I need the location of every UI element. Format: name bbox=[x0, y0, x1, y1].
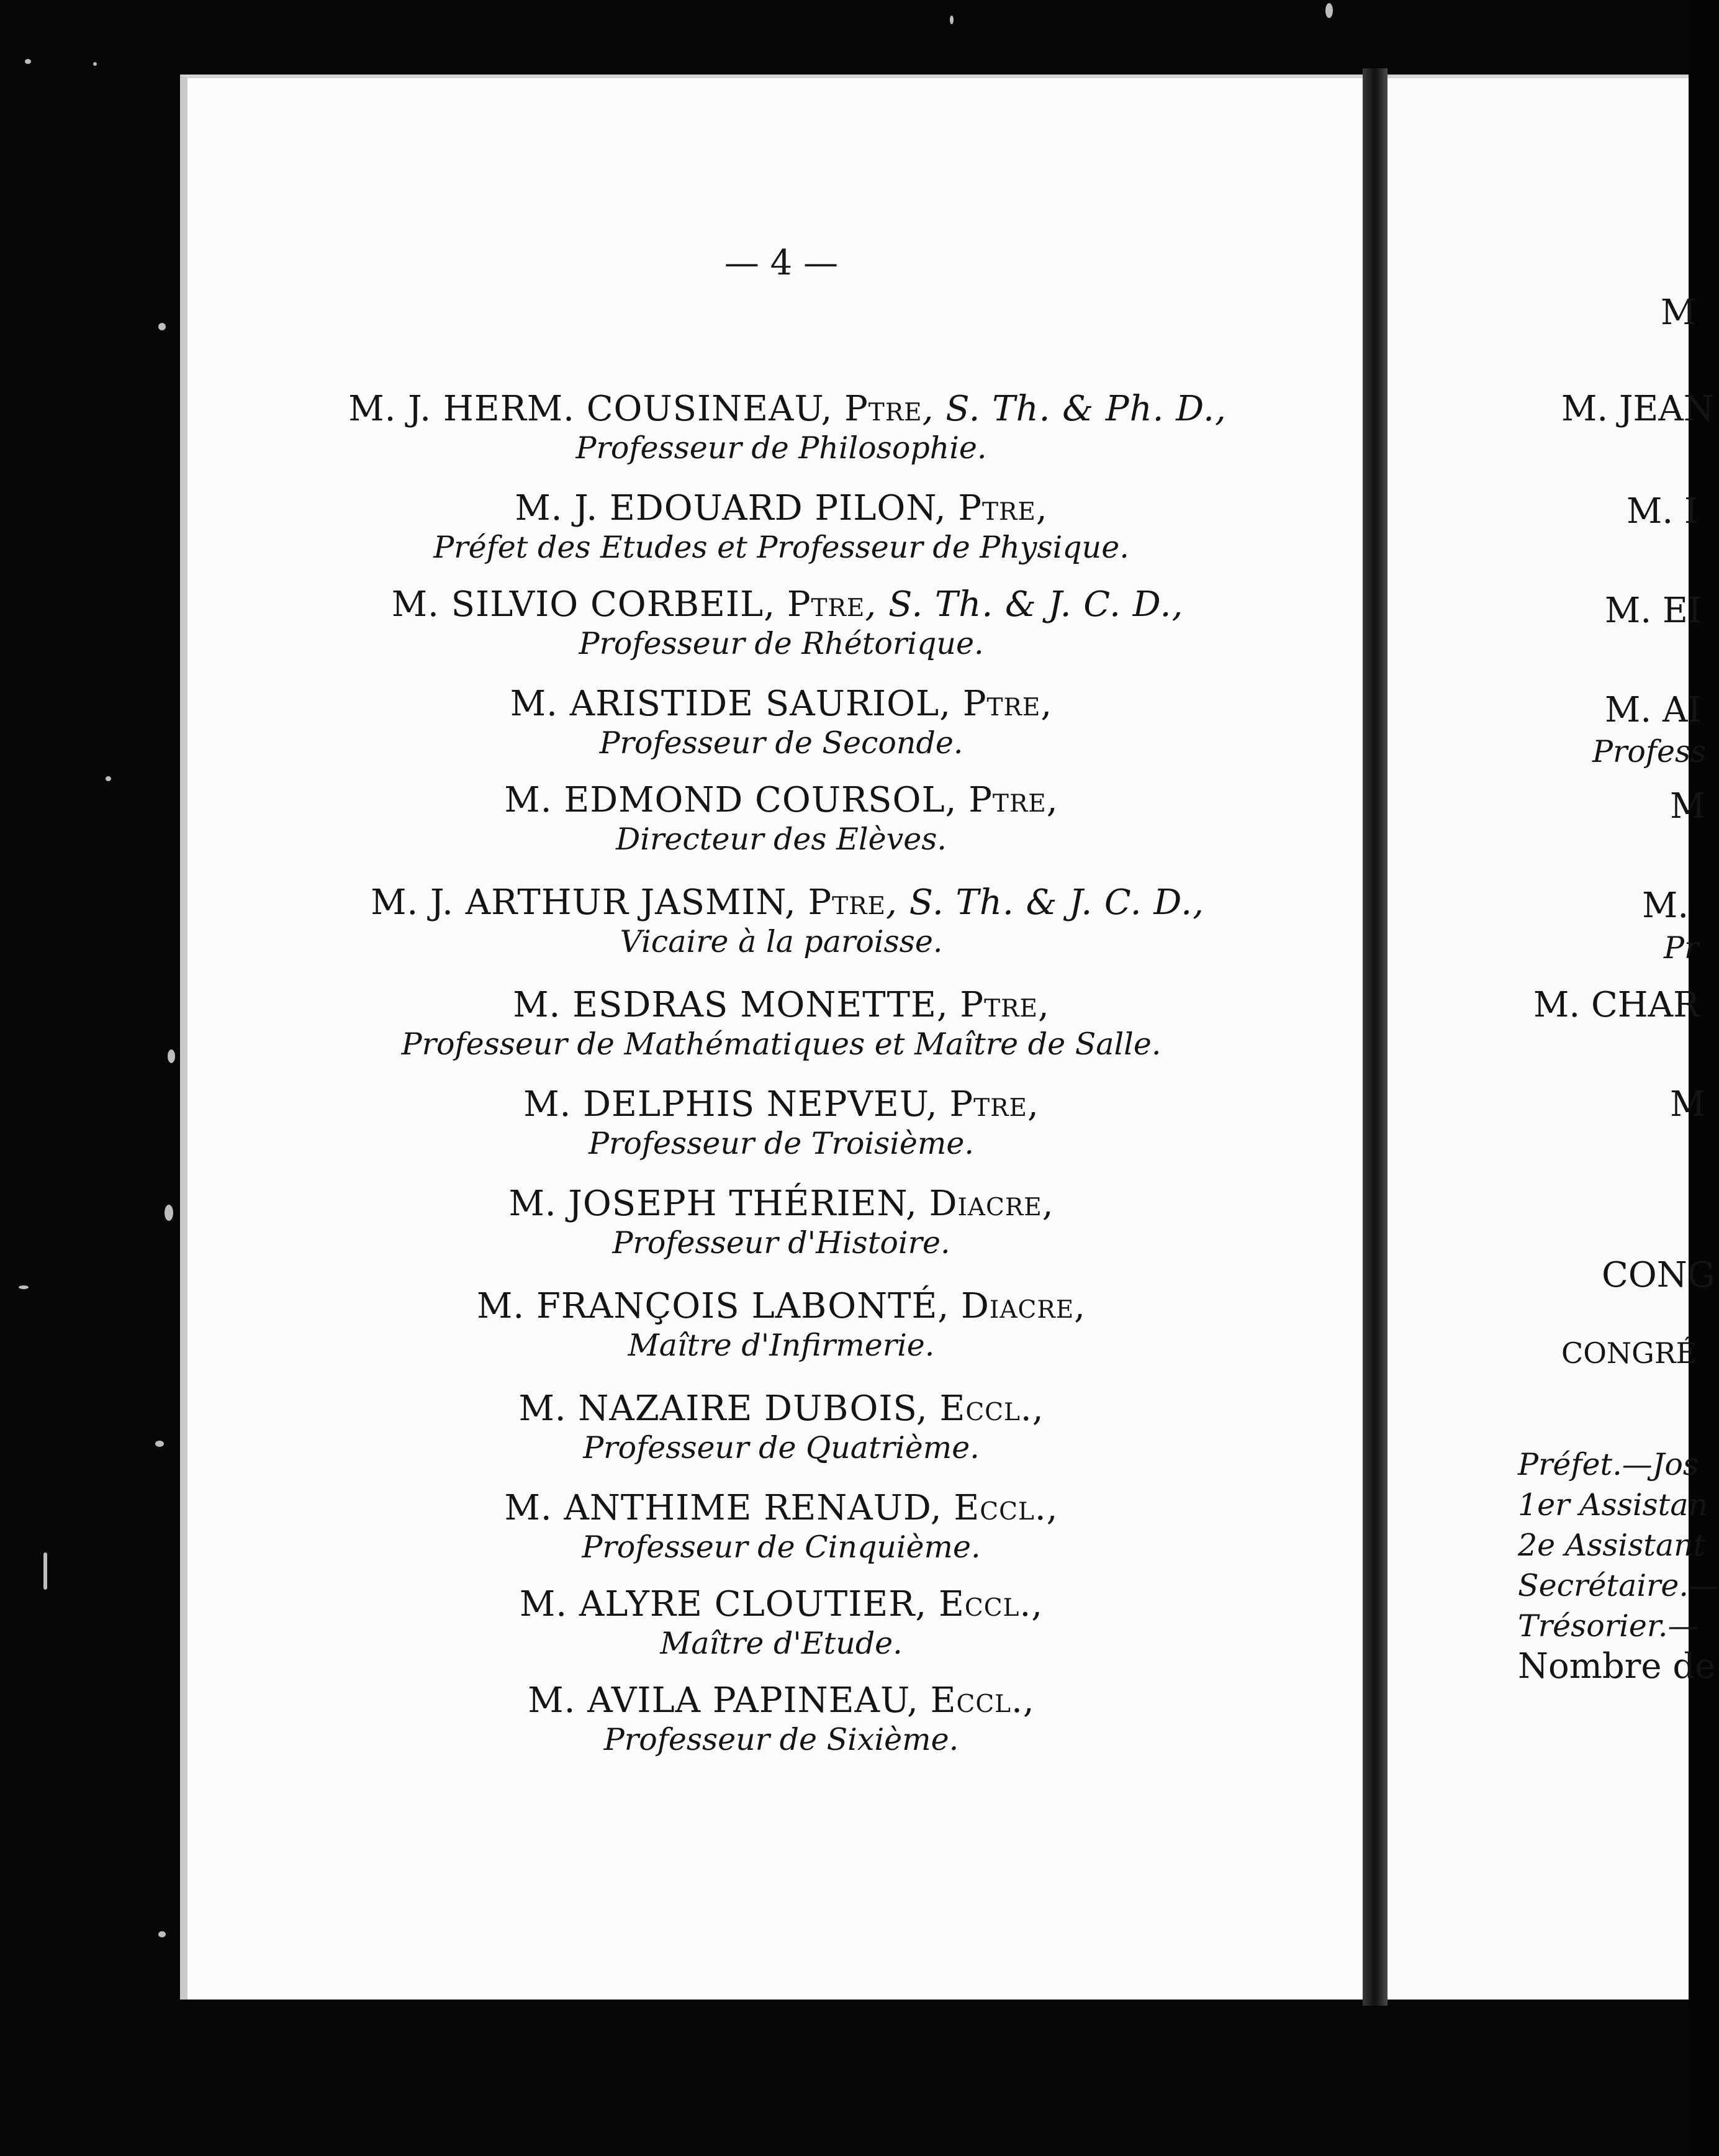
staff-name-line bbox=[187, 882, 1375, 923]
staff-entry bbox=[187, 882, 1375, 961]
staff-name: M. DELPHIS NEPVEU, bbox=[523, 1084, 950, 1125]
staff-entry bbox=[187, 1184, 1375, 1262]
staff-title: Professeur d'Histoire. bbox=[612, 1225, 950, 1261]
staff-name: M. AVILA PAPINEAU, bbox=[528, 1680, 931, 1721]
staff-rank: Ptre bbox=[968, 780, 1047, 820]
staff-rank: Eccl. bbox=[930, 1680, 1023, 1721]
staff-name-line bbox=[187, 1286, 1375, 1327]
staff-rank: Diacre bbox=[929, 1184, 1042, 1224]
right-fragment: CONGRÉ bbox=[1561, 1336, 1697, 1370]
staff-title: Directeur des Elèves. bbox=[616, 822, 947, 857]
scan-speck bbox=[19, 1285, 29, 1289]
staff-name: M. J. ARTHUR JASMIN, bbox=[371, 882, 808, 923]
scan-speck bbox=[165, 1205, 173, 1221]
page-number: — 4 — bbox=[724, 243, 839, 283]
staff-title: Professeur de Troisième. bbox=[589, 1126, 974, 1161]
right-fragment: 1er Assistan bbox=[1518, 1487, 1708, 1523]
right-fragment: M. bbox=[1642, 886, 1689, 926]
staff-rank: Ptre bbox=[958, 488, 1036, 528]
right-fragment: Profess bbox=[1592, 734, 1707, 769]
staff-entry bbox=[187, 1488, 1375, 1566]
scan-speck bbox=[43, 1552, 47, 1590]
staff-name-line bbox=[187, 488, 1375, 529]
staff-name-line bbox=[187, 1488, 1375, 1529]
staff-degree: , bbox=[1032, 1388, 1044, 1429]
staff-name: M. NAZAIRE DUBOIS, bbox=[518, 1388, 940, 1429]
right-page-fragment bbox=[1387, 75, 1719, 2000]
staff-name: M. J. EDOUARD PILON, bbox=[515, 488, 959, 528]
staff-entry bbox=[187, 488, 1375, 566]
right-fragment: Nombre de bbox=[1518, 1646, 1716, 1687]
right-fragment: 2e Assistant bbox=[1518, 1528, 1706, 1563]
staff-name: M. ALYRE CLOUTIER, bbox=[519, 1584, 939, 1624]
right-fragment: M bbox=[1670, 786, 1706, 827]
staff-title: Professeur de Cinquième. bbox=[582, 1529, 981, 1565]
staff-name-line bbox=[187, 985, 1375, 1026]
staff-title: Professeur de Quatrième. bbox=[583, 1430, 980, 1465]
staff-degree: , bbox=[1037, 985, 1050, 1025]
staff-rank: Ptre bbox=[844, 389, 923, 429]
right-fragment: Pr bbox=[1664, 930, 1699, 966]
staff-name-line bbox=[187, 389, 1375, 430]
staff-rank: Ptre bbox=[949, 1084, 1027, 1125]
staff-rank: Ptre bbox=[960, 985, 1038, 1025]
staff-title: Professeur de Philosophie. bbox=[575, 430, 987, 466]
staff-rank: Ptre bbox=[962, 684, 1041, 724]
right-fragment: Trésorier.— bbox=[1518, 1608, 1699, 1644]
staff-name: M. JOSEPH THÉRIEN, bbox=[508, 1184, 929, 1224]
staff-name: M. ARISTIDE SAURIOL, bbox=[510, 684, 963, 724]
staff-degree: , bbox=[1040, 684, 1053, 724]
staff-name: M. FRANÇOIS LABONTÉ, bbox=[477, 1286, 962, 1326]
staff-entry bbox=[187, 1584, 1375, 1662]
staff-entry bbox=[187, 584, 1375, 663]
staff-name: M. ESDRAS MONETTE, bbox=[513, 985, 960, 1025]
staff-entry bbox=[187, 780, 1375, 858]
right-fragment: Secrétaire.— bbox=[1518, 1568, 1719, 1603]
staff-title: Professeur de Rhétorique. bbox=[579, 626, 984, 661]
staff-title: Professeur de Sixième. bbox=[603, 1722, 959, 1757]
scan-speck bbox=[106, 776, 111, 781]
staff-name-line bbox=[187, 1584, 1375, 1625]
staff-name-line bbox=[187, 1388, 1375, 1429]
staff-rank: Eccl. bbox=[954, 1488, 1047, 1528]
staff-degree: , bbox=[1031, 1584, 1044, 1624]
scan-speck bbox=[168, 1049, 175, 1063]
staff-name: M. EDMOND COURSOL, bbox=[504, 780, 969, 820]
staff-degree: , bbox=[1042, 1184, 1054, 1224]
staff-rank: Diacre bbox=[961, 1286, 1075, 1326]
left-page bbox=[180, 75, 1375, 2000]
staff-title: Vicaire à la paroisse. bbox=[620, 924, 943, 959]
right-fragment: CONG bbox=[1602, 1255, 1715, 1295]
staff-degree: , bbox=[1027, 1084, 1039, 1125]
staff-title: Maître d'Infirmerie. bbox=[628, 1328, 935, 1363]
staff-entry bbox=[187, 1680, 1375, 1759]
right-fragment: M bbox=[1661, 292, 1697, 333]
staff-name-line bbox=[187, 584, 1375, 625]
staff-title: Professeur de Seconde. bbox=[599, 725, 963, 761]
right-fragment: M. JEAN bbox=[1561, 389, 1714, 429]
staff-name-line bbox=[187, 1084, 1375, 1125]
scan-speck bbox=[950, 16, 954, 24]
right-fragment: Préfet.—Jos bbox=[1518, 1447, 1699, 1482]
staff-title: Professeur de Mathématiques et Maître de Salle. bbox=[401, 1026, 1162, 1062]
staff-rank: Eccl. bbox=[939, 1388, 1032, 1429]
right-fragment: M bbox=[1670, 1084, 1706, 1125]
scan-speck bbox=[93, 62, 97, 66]
right-fragment: M. AI bbox=[1605, 690, 1702, 730]
staff-name: M. ANTHIME RENAUD, bbox=[504, 1488, 954, 1528]
right-fragment: M. EI bbox=[1605, 591, 1702, 631]
staff-degree: , bbox=[1035, 488, 1048, 528]
staff-degree: , bbox=[1022, 1680, 1035, 1721]
staff-entry bbox=[187, 389, 1375, 467]
staff-entry bbox=[187, 1286, 1375, 1364]
right-fragment: M. I bbox=[1627, 491, 1699, 532]
staff-name-line bbox=[187, 684, 1375, 725]
scan-speck bbox=[155, 1441, 164, 1447]
staff-name-line bbox=[187, 1680, 1375, 1721]
staff-degree: , bbox=[1046, 780, 1058, 820]
staff-name: M. J. HERM. COUSINEAU, bbox=[348, 389, 845, 429]
staff-entry bbox=[187, 985, 1375, 1063]
right-fragment: M. CHAR bbox=[1533, 985, 1700, 1025]
staff-entry bbox=[187, 1388, 1375, 1467]
staff-title: Maître d'Etude. bbox=[660, 1626, 903, 1661]
staff-entry bbox=[187, 684, 1375, 762]
staff-name-line bbox=[187, 1184, 1375, 1225]
staff-entry bbox=[187, 1084, 1375, 1162]
staff-name-line bbox=[187, 780, 1375, 821]
scan-speck bbox=[1325, 3, 1333, 18]
staff-rank: Eccl. bbox=[938, 1584, 1032, 1624]
staff-rank: Ptre bbox=[808, 882, 886, 923]
scan-speck bbox=[158, 323, 166, 330]
staff-degree: , S. Th. & Ph. D., bbox=[922, 389, 1227, 429]
scan-speck bbox=[25, 59, 31, 64]
staff-rank: Ptre bbox=[787, 584, 865, 625]
staff-degree: , S. Th. & J. C. D., bbox=[865, 584, 1184, 625]
book-gutter bbox=[1363, 68, 1387, 2012]
staff-degree: , S. Th. & J. C. D., bbox=[885, 882, 1204, 923]
staff-name: M. SILVIO CORBEIL, bbox=[391, 584, 787, 625]
scan-speck bbox=[158, 1931, 166, 1937]
staff-degree: , bbox=[1074, 1286, 1086, 1326]
staff-degree: , bbox=[1046, 1488, 1058, 1528]
scan-bottom-margin bbox=[0, 2006, 1689, 2156]
staff-title: Préfet des Etudes et Professeur de Physique. bbox=[433, 530, 1129, 565]
